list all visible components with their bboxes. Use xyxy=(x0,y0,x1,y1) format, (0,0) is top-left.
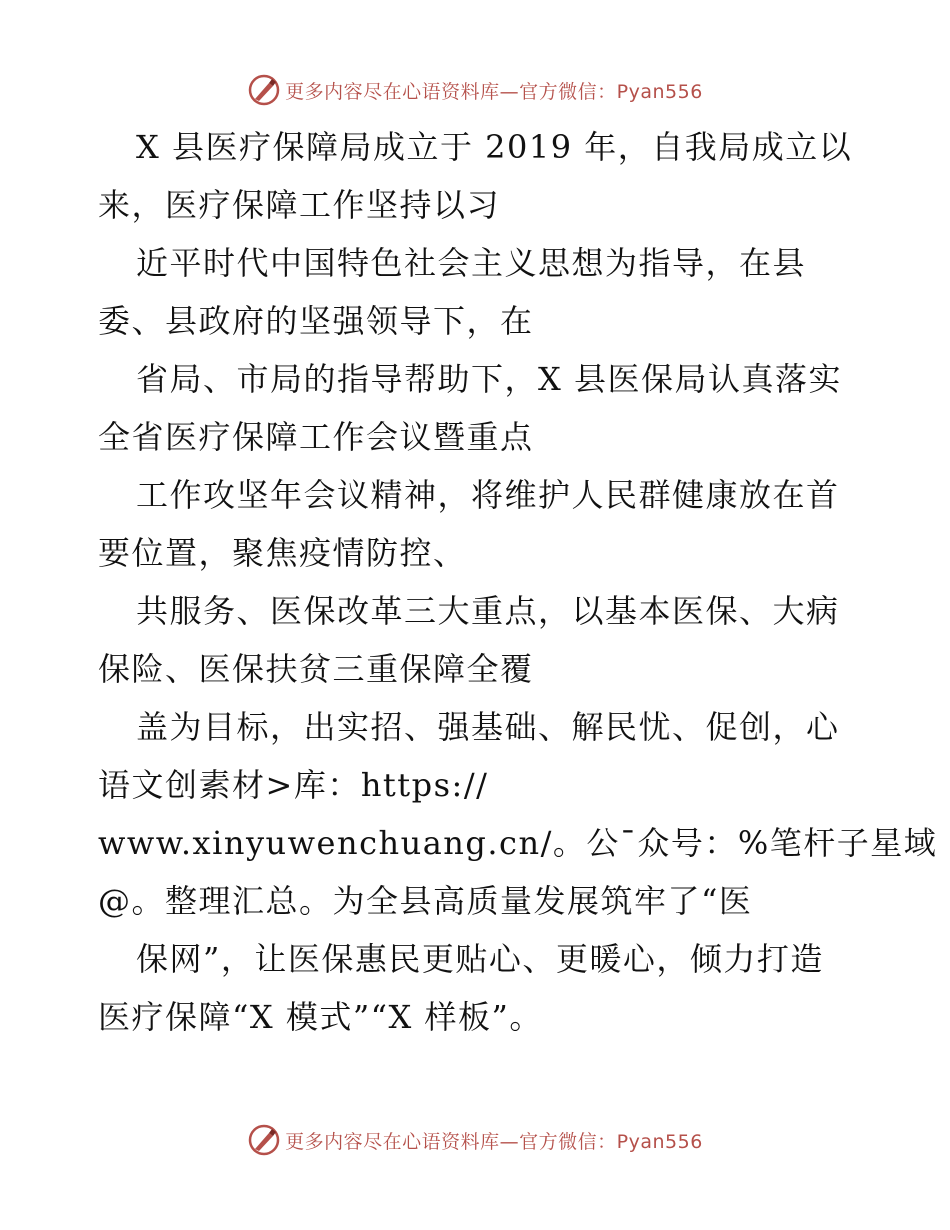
text-line: 省局、市局的指导帮助下，X 县医保局认真落实 xyxy=(136,360,842,398)
text-line: 医疗保障“X 模式”“X 样板”。 xyxy=(98,998,543,1036)
pen-circle-logo-icon xyxy=(247,73,281,107)
footer-watermark-text: 更多内容尽在心语资料库—官方微信：Pyan556 xyxy=(285,1130,703,1153)
text-line: @。整理汇总。为全县高质量发展筑牢了“医 xyxy=(98,882,753,920)
text-line: 语文创素材>库：https:// xyxy=(98,766,489,804)
pen-circle-logo-icon xyxy=(247,1123,281,1157)
text-line: 委、县政府的坚强领导下，在 xyxy=(98,302,534,340)
text-line: 近平时代中国特色社会主义思想为指导，在县 xyxy=(136,244,807,282)
document-body xyxy=(98,118,938,1046)
text-line: 保险、医保扶贫三重保障全覆 xyxy=(98,650,534,688)
footer-watermark xyxy=(0,1120,950,1160)
text-line: 要位置，聚焦疫情防控、 xyxy=(98,534,467,572)
text-line: 来，医疗保障工作坚持以习 xyxy=(98,186,501,224)
header-watermark xyxy=(0,70,950,110)
text-line: www.xinyuwenchuang.cn/。公¯众号：%笔杆子星域 xyxy=(98,824,938,862)
text-line: 工作攻坚年会议精神，将维护人民群健康放在首 xyxy=(136,476,840,514)
text-line: 共服务、医保改革三大重点，以基本医保、大病 xyxy=(136,592,840,630)
text-line: 保网”，让医保惠民更贴心、更暖心，倾力打造 xyxy=(136,940,824,978)
text-line: 盖为目标，出实招、强基础、解民忧、促创，心 xyxy=(136,708,840,746)
text-line: X 县医疗保障局成立于 2019 年，自我局成立以 xyxy=(136,128,853,166)
text-line: 全省医疗保障工作会议暨重点 xyxy=(98,418,534,456)
header-watermark-text: 更多内容尽在心语资料库—官方微信：Pyan556 xyxy=(285,80,703,103)
